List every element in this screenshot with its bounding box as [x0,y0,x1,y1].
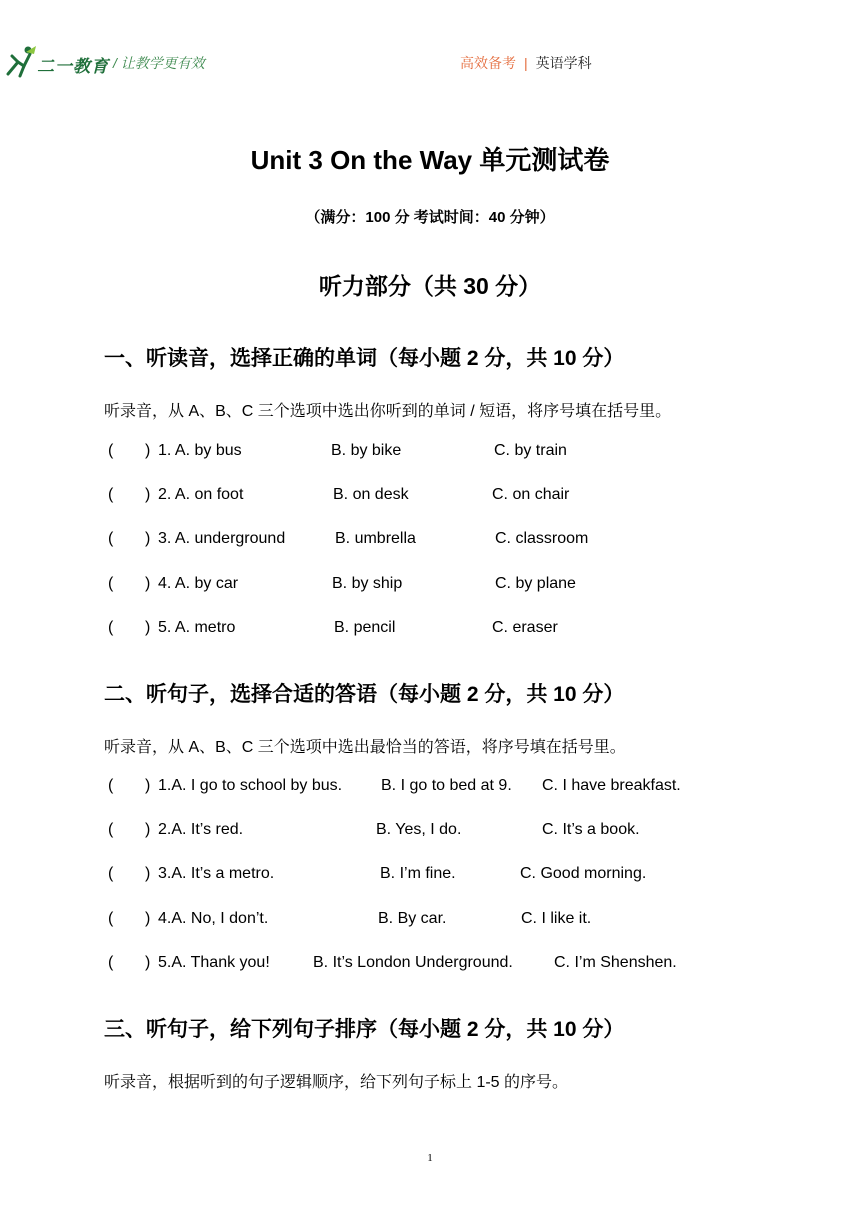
option-c: C. It’s a book. [542,821,640,838]
option-c: C. by train [494,442,567,459]
option-c: C. eraser [492,619,558,636]
question-row [108,575,808,597]
option-b: B. by bike [331,442,402,459]
option-b: B. By car. [378,910,447,927]
question-row [108,821,808,843]
option-a: 5. A. metro [158,619,236,636]
question-row [108,954,808,976]
option-a: 3. A. underground [158,530,286,547]
question-row [108,530,808,552]
option-c: C. classroom [495,530,589,547]
option-a: 1. A. by bus [158,442,242,459]
option-c: C. I like it. [521,910,592,927]
answer-blank-open: ( [108,910,114,927]
answer-blank-open: ( [108,486,114,503]
answer-blank-close: ) [145,442,151,459]
option-a: 1.A. I go to school by bus. [158,777,343,794]
answer-blank-open: ( [108,821,114,838]
answer-blank-open: ( [108,619,114,636]
question-row [108,486,808,508]
answer-blank-close: ) [145,575,151,592]
answer-blank-close: ) [145,821,151,838]
question-row [108,442,808,464]
option-b: B. on desk [333,486,409,503]
answer-blank-close: ) [145,777,151,794]
answer-blank-close: ) [145,530,151,547]
answer-blank-open: ( [108,865,114,882]
question-row [108,619,808,641]
option-c: C. on chair [492,486,570,503]
answer-blank-close: ) [145,486,151,503]
answer-blank-close: ) [145,865,151,882]
header-tag: 高效备考 [460,55,516,71]
answer-blank-close: ) [145,619,151,636]
section-title: 一、听读音，选择正确的单词（每小题 2 分，共 10 分） [104,347,625,370]
brand-name: 二一教育 [37,57,109,76]
section-title: 二、听句子，选择合适的答语（每小题 2 分，共 10 分） [104,683,625,706]
answer-blank-open: ( [108,954,114,971]
option-a: 3.A. It’s a metro. [158,865,275,882]
section-title: 三、听句子，给下列句子排序（每小题 2 分，共 10 分） [104,1018,625,1041]
option-c: C. I have breakfast. [542,777,681,794]
option-b: B. I’m fine. [380,865,456,882]
option-b: B. Yes, I do. [376,821,462,838]
exam-info: （满分：100 分 考试时间：40 分钟） [305,209,555,226]
brand-slogan: / 让教学更有效 [113,55,205,71]
option-c: C. I’m Shenshen. [554,954,677,971]
answer-blank-open: ( [108,575,114,592]
section-instruction: 听录音，根据听到的句子逻辑顺序，给下列句子标上 1-5 的序号。 [104,1074,569,1091]
section-instruction: 听录音，从 A、B、C 三个选项中选出你听到的单词 / 短语，将序号填在括号里。 [104,403,672,420]
answer-blank-open: ( [108,442,114,459]
question-row [108,910,808,932]
option-b: B. It’s London Underground. [313,954,513,971]
option-c: C. Good morning. [520,865,647,882]
option-c: C. by plane [495,575,576,592]
question-row [108,777,808,799]
option-a: 4.A. No, I don’t. [158,910,269,927]
answer-blank-open: ( [108,530,114,547]
page-number: 1 [427,1152,433,1164]
option-a: 2.A. It’s red. [158,821,244,838]
page-title: Unit 3 On the Way 单元测试卷 [250,145,610,175]
header-subject [460,53,592,73]
header-subject-label: 英语学科 [535,55,592,71]
answer-blank-open: ( [108,777,114,794]
option-a: 2. A. on foot [158,486,244,503]
answer-blank-close: ) [145,910,151,927]
answer-blank-close: ) [145,954,151,971]
option-b: B. by ship [332,575,403,592]
option-a: 5.A. Thank you! [158,954,270,971]
header-separator: | [524,55,528,71]
section-instruction: 听录音，从 A、B、C 三个选项中选出最恰当的答语，将序号填在括号里。 [104,739,626,756]
option-b: B. I go to bed at 9. [381,777,512,794]
option-b: B. pencil [334,619,396,636]
question-row [108,865,808,887]
option-a: 4. A. by car [158,575,239,592]
option-b: B. umbrella [335,530,416,547]
part-title: 听力部分（共 30 分） [318,273,542,299]
